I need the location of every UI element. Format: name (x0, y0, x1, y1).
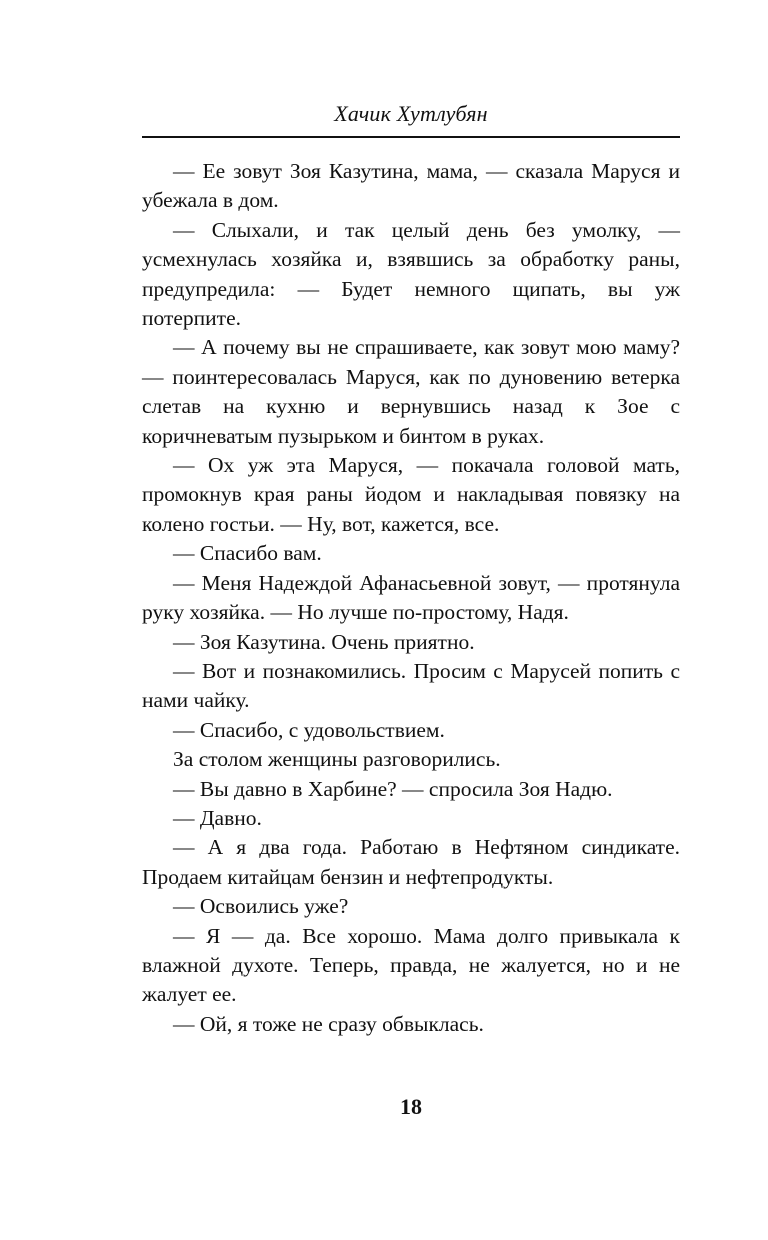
paragraph: — Ее зовут Зоя Казутина, мама, — сказала Маруся и убежала в дом. (142, 159, 680, 213)
body-text (142, 157, 680, 1039)
paragraph: — Давно. (173, 805, 262, 830)
header-rule (142, 136, 680, 138)
page-number: 18 (400, 1094, 422, 1119)
paragraph: — Освоились уже? (173, 894, 349, 919)
running-head-author: Хачик Хутлубян (334, 101, 488, 126)
paragraph: — А я два года. Работаю в Нефтяном синдикате. Продаем китайцам бензин и нефтепродукты. (142, 835, 680, 889)
paragraph: — Слыхали, и так целый день без умолку, — усмехнулась хозяйка и, взявшись за обработку раны, предупредила: — Будет немного щипать, вы уж потерпите. (142, 217, 680, 331)
paragraph: — Ох уж эта Маруся, — покачала головой мать, промокнув края раны йодом и накладывая повязку на колено гостьи. — Ну, вот, кажется, все. (142, 453, 680, 536)
paragraph: За столом женщины разговорились. (173, 747, 501, 772)
paragraph: — Зоя Казутина. Очень приятно. (173, 629, 475, 654)
paragraph: — Меня Надеждой Афанасьевной зовут, — протянула руку хозяйка. — Но лучше по-простому, Надя. (142, 570, 680, 625)
paragraph: — Спасибо, с удовольствием. (173, 717, 445, 742)
paragraph: — Ой, я тоже не сразу обвыклась. (173, 1011, 484, 1036)
paragraph: — Вы давно в Харбине? — спросила Зоя Надю. (173, 776, 613, 801)
paragraph: — А почему вы не спрашиваете, как зовут мою маму? — поинтересовалась Маруся, как по дуновению ветерка слетав на кухню и вернувшись назад к Зое с коричневатым пузырьком и бинтом в руках. (142, 335, 680, 448)
paragraph: — Спасибо вам. (173, 541, 322, 566)
paragraph: — Вот и познакомились. Просим с Марусей попить с нами чайку. (142, 658, 680, 713)
paragraph: — Я — да. Все хорошо. Мама долго привыкала к влажной духоте. Теперь, правда, не жалуется, но и не жалует ее. (142, 923, 680, 1007)
book-page (142, 0, 680, 1240)
